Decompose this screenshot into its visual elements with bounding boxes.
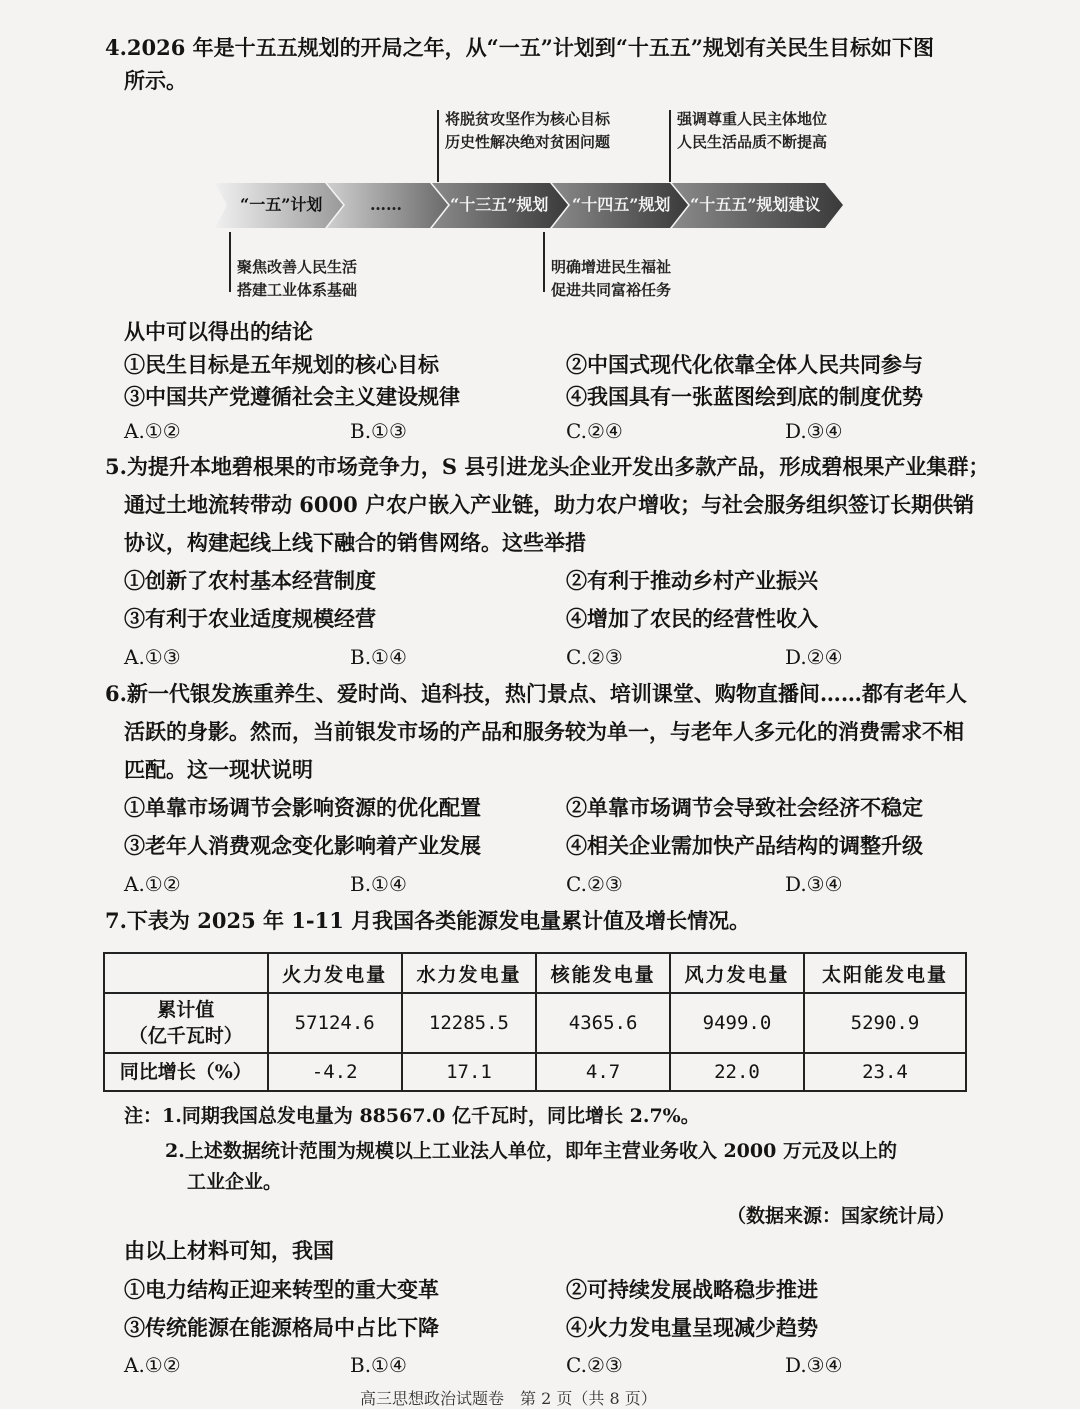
table-header-wind: 风力发电量: [670, 953, 804, 993]
q7-source: （数据来源：国家统计局）: [727, 1205, 956, 1227]
q5-choice-c[interactable]: C.②③: [566, 645, 623, 669]
q5-statement-3: ③有利于农业适度规模经营: [124, 606, 376, 631]
q6-choice-c[interactable]: C.②③: [566, 872, 623, 896]
stage-label-5: “十五五”规划建议: [690, 195, 821, 214]
table-cell: 4.7: [536, 1053, 670, 1091]
table-cell: 4365.6: [536, 993, 670, 1053]
q4-statement-3: ③中国共产党遵循社会主义建设规律: [124, 384, 460, 409]
q7-statement-2: ②可持续发展战略稳步推进: [566, 1277, 818, 1302]
q4-statement-4: ④我国具有一张蓝图绘到底的制度优势: [566, 384, 923, 409]
note-4-line2: 人民生活品质不断提高: [677, 133, 828, 151]
q7-choice-b[interactable]: B.①④: [350, 1353, 407, 1377]
q7-choice-a[interactable]: A.①②: [124, 1353, 181, 1377]
q4-choice-c[interactable]: C.②④: [566, 419, 623, 443]
q5-choice-d[interactable]: D.②④: [785, 645, 843, 669]
q7-statement-3: ③传统能源在能源格局中占比下降: [124, 1315, 439, 1340]
q4-statement-2: ②中国式现代化依靠全体人民共同参与: [566, 352, 923, 377]
q5-stem-line2: 通过土地流转带动 6000 户农户嵌入产业链，助力农户增收；与社会服务组织签订长期供销: [124, 492, 975, 517]
q5-statement-2: ②有利于推动乡村产业振兴: [566, 568, 818, 593]
cumulative-label: 累计值: [157, 999, 215, 1021]
table-cell: 9499.0: [670, 993, 804, 1053]
note-2-line1: 将脱贫攻坚作为核心目标: [445, 110, 611, 128]
note-2-line2: 历史性解决绝对贫困问题: [445, 133, 611, 151]
q7-choice-c[interactable]: C.②③: [566, 1353, 623, 1377]
q4-choice-b[interactable]: B.①③: [350, 419, 407, 443]
table-cell: 12285.5: [402, 993, 536, 1053]
table-row-label-cumulative: [104, 993, 268, 1053]
table-cell: 23.4: [804, 1053, 966, 1091]
stage-label-1: “一五”计划: [240, 195, 323, 214]
q7-choice-d[interactable]: D.③④: [785, 1353, 843, 1377]
table-header-hydro: 水力发电量: [402, 953, 536, 993]
table-row-label-growth: 同比增长（%）: [104, 1053, 268, 1091]
q5-statement-1: ①创新了农村基本经营制度: [124, 568, 376, 593]
table-cell: 17.1: [402, 1053, 536, 1091]
note-3-line2: 促进共同富裕任务: [551, 281, 672, 299]
stage-label-4: “十四五”规划: [572, 195, 671, 214]
stage-label-3: “十三五”规划: [450, 195, 549, 214]
q6-statement-1: ①单靠市场调节会影响资源的优化配置: [124, 795, 481, 820]
q7-prompt: 由以上材料可知，我国: [124, 1238, 334, 1263]
q5-stem-line1: 5.为提升本地碧根果的市场竞争力，S 县引进龙头企业开发出多款产品，形成碧根果产业集群；: [105, 454, 990, 479]
q7-statement-1: ①电力结构正迎来转型的重大变革: [124, 1277, 439, 1302]
cumulative-unit: （亿千瓦时）: [128, 1025, 243, 1047]
note-tick-4: [669, 110, 671, 182]
note-1-line1: 聚焦改善人民生活: [237, 258, 358, 276]
q7-note-2b: 工业企业。: [187, 1171, 283, 1193]
note-4-line1: 强调尊重人民主体地位: [677, 110, 828, 128]
q4-statement-1: ①民生目标是五年规划的核心目标: [124, 352, 439, 377]
q6-choice-d[interactable]: D.③④: [785, 872, 843, 896]
q7-stem: 7.下表为 2025 年 1-11 月我国各类能源发电量累计值及增长情况。: [105, 908, 751, 933]
q5-statement-4: ④增加了农民的经营性收入: [566, 606, 818, 631]
table-cell: 22.0: [670, 1053, 804, 1091]
stage-label-2: ……: [370, 195, 402, 214]
q7-note-1: 注：1.同期我国总发电量为 88567.0 亿千瓦时，同比增长 2.7%。: [124, 1105, 700, 1127]
q4-choice-d[interactable]: D.③④: [785, 419, 843, 443]
note-3-line1: 明确增进民生福祉: [551, 258, 672, 276]
table-cell: -4.2: [268, 1053, 402, 1091]
q6-stem-line3: 匹配。这一现状说明: [124, 757, 313, 782]
table-header-thermal: 火力发电量: [268, 953, 402, 993]
table-header-row: [104, 953, 966, 993]
table-cell: 5290.9: [804, 993, 966, 1053]
note-tick-3: [543, 232, 545, 292]
note-tick-2: [437, 110, 439, 182]
q4-prompt: 从中可以得出的结论: [124, 319, 313, 344]
q6-statement-3: ③老年人消费观念变化影响着产业发展: [124, 833, 481, 858]
q6-statement-4: ④相关企业需加快产品结构的调整升级: [566, 833, 923, 858]
q5-stem-line3: 协议，构建起线上线下融合的销售网络。这些举措: [124, 530, 586, 555]
note-tick-1: [229, 232, 231, 292]
q4-stem-line2: 所示。: [124, 68, 187, 93]
table-header-blank: [104, 953, 268, 993]
q4-stem-line1: 4.2026 年是十五五规划的开局之年，从“一五”计划到“十五五”规划有关民生目标如下图: [105, 35, 934, 60]
q5-choice-b[interactable]: B.①④: [350, 645, 407, 669]
q6-stem-line2: 活跃的身影。然而，当前银发市场的产品和服务较为单一，与老年人多元化的消费需求不相: [124, 719, 964, 744]
table-row: [104, 993, 966, 1053]
q6-choice-a[interactable]: A.①②: [124, 872, 181, 896]
table-cell: 57124.6: [268, 993, 402, 1053]
q5-choice-a[interactable]: A.①③: [124, 645, 181, 669]
q6-stem-line1: 6.新一代银发族重养生、爱时尚、追科技，热门景点、培训课堂、购物直播间……都有老年人: [105, 681, 967, 706]
table-row: [104, 1053, 966, 1091]
q6-statement-2: ②单靠市场调节会导致社会经济不稳定: [566, 795, 923, 820]
page-footer: 高三思想政治试题卷 第 2 页（共 8 页）: [360, 1389, 657, 1408]
note-1-line2: 搭建工业体系基础: [237, 281, 358, 299]
q7-note-2a: 2.上述数据统计范围为规模以上工业法人单位，即年主营业务收入 2000 万元及以上的: [165, 1140, 897, 1162]
q6-choice-b[interactable]: B.①④: [350, 872, 407, 896]
q4-choice-a[interactable]: A.①②: [124, 419, 181, 443]
table-header-nuclear: 核能发电量: [536, 953, 670, 993]
energy-table: [103, 952, 967, 1092]
q7-statement-4: ④火力发电量呈现减少趋势: [566, 1315, 818, 1340]
table-header-solar: 太阳能发电量: [804, 953, 966, 993]
